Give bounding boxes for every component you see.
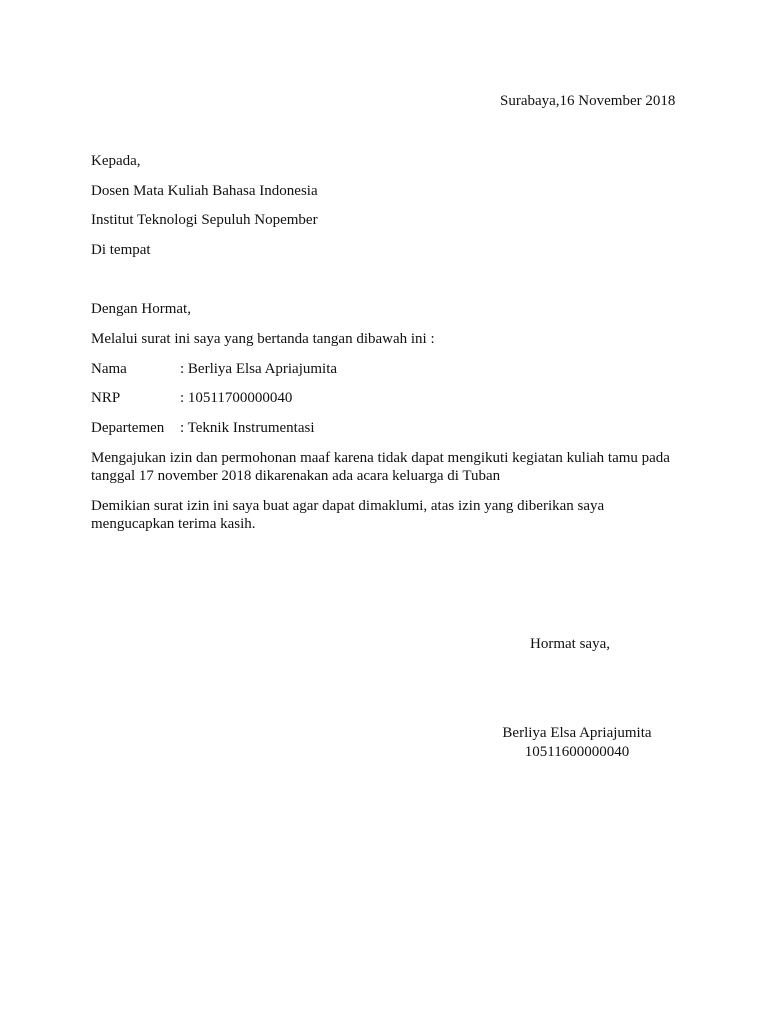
place-date: Surabaya,16 November 2018 <box>500 93 676 109</box>
recipient-location: Di tempat <box>91 242 151 258</box>
field-label: NRP <box>91 390 121 406</box>
greeting: Dengan Hormat, <box>91 301 191 317</box>
signer-id: 10511600000040 <box>524 744 630 760</box>
field-value: : 10511700000040 <box>180 390 293 406</box>
body-paragraph-closing: Demikian surat izin ini saya buat agar dapat dimaklumi, atas izin yang diberikan saya mengucapkan terima kasih. <box>91 498 605 532</box>
field-label: Departemen <box>91 420 165 436</box>
intro-line: Melalui surat ini saya yang bertanda tangan dibawah ini : <box>91 331 435 347</box>
closing-phrase: Hormat saya, <box>530 636 610 652</box>
body-paragraph-request: Mengajukan izin dan permohonan maaf karena tidak dapat mengikuti kegiatan kuliah tamu pada tanggal 17 november 2018 dikarenakan ada acara keluarga di Tuban <box>91 450 670 484</box>
field-label: Nama <box>91 361 127 377</box>
field-value: : Berliya Elsa Apriajumita <box>180 361 338 377</box>
signer-name: Berliya Elsa Apriajumita <box>502 725 652 741</box>
signature-block <box>497 724 657 762</box>
recipient-title: Dosen Mata Kuliah Bahasa Indonesia <box>91 183 318 199</box>
recipient-institution: Institut Teknologi Sepuluh Nopember <box>91 212 318 228</box>
field-value: : Teknik Instrumentasi <box>180 420 315 436</box>
recipient-salutation: Kepada, <box>91 153 141 169</box>
